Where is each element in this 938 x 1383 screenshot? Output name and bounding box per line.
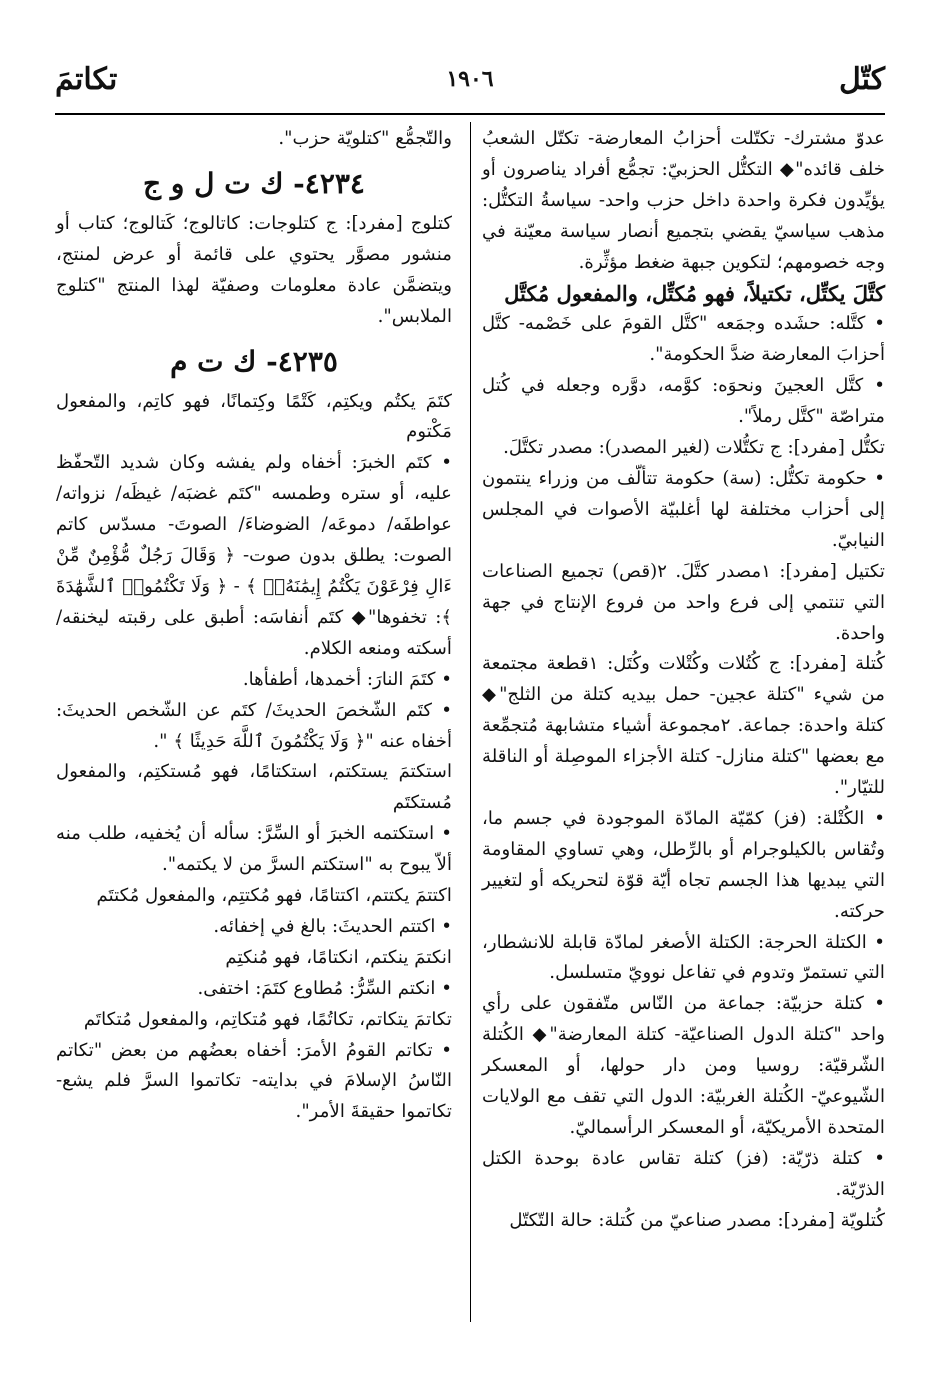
entry-text: والتّجمُّع "كتلويّة حزب". [278, 128, 452, 149]
right-column [482, 124, 885, 1237]
entry-text: • كتلة ذرّيّة: (فز) كتلة تقاس عادة بوحدة الكتل الذرّيّة. [482, 1147, 885, 1200]
headword-entry: كتلوج [مفرد]: ج كتلوجات: كاتالوج؛ كَتالوج؛ كتاب أو منشور مصوَّر يحتوي على قائمة أو عرض لمنتج، ويتضمَّن عادة معلومات وصفيّة لهذا المنتج "كتلوج الملابس". [56, 212, 452, 327]
entry-text: • استكتمه الخبرَ أو السِّرَّ: سأله أن يُخفيه، طلب منه ألاّ يبوح به "استكتم السرَّ من لا يكتمه". [56, 823, 452, 876]
headword-entry: كتَمَ يكتُم ويكتِم، كَتْمًا وكِتمانًا، فهو كاتِم، والمفعول مَكْتوم [56, 390, 452, 443]
headword-entry: كُتلة [مفرد]: ج كُتُلات وكُتْلات وكُتَل: ١قطعة مجتمعة من شيء "كتلة عجين- حمل بيديه كتلة من الثلج"◆ كتلة واحدة: جماعة. ٢مجموعة أشياء متشابهة مُتجمِّعة مع بعضها "كتلة منازل- كتلة الأجزاء الموصِلة أو الناقلة للتيّار". [482, 653, 885, 799]
entry-text: • اكتتم الحديثَ: بالغ في إخفائه. [213, 915, 452, 937]
entry-text: • انكتم السِّرُّ: مُطاوع كتَمَ: اختفى. [197, 977, 452, 999]
entry-text: عدوّ مشترك- تكتّلت أحزابُ المعارضة- تكتّل الشعبُ خلف قائده"◆ التكتُّل الحزبيّ: تجمُّع أفراد يناصرون أو يؤيِّدون فكرة واحدة داخل حزب واحد- سياسةُ التكتُّل: مذهب سياسيّ يقضي بتجميع أنصار سياسة معيّنة في وجه خصومهم؛ لتكوين جبهة ضغط مؤثِّرة. [482, 128, 885, 273]
headword-entry: كُتلويّة [مفرد]: مصدر صناعيّ من كُتلة: حالة التّكتّل [509, 1209, 885, 1231]
entry-text: • الكُتْلة: (فز) كمّيّة المادّة الموجودة في جسم ما، وتُقاس بالكيلوجرام أو بالرِّطل، وهي تساوي المقاومة التي يبديها هذا الجسم تجاه أيّة قوّة لتحريكه أو لتغيير حركته. [482, 807, 885, 922]
entry-text: • كتَمَ النارَ: أخمدها، أطفأها. [242, 668, 452, 690]
section-title: ٤٢٣٤- ك ت ل و ج [143, 166, 365, 200]
entry-text: • كتَّله: حشَده وجمَعه "كتَّل القومَ على خَصْمه- كتَّل أحزابَ المعارضة ضدَّ الحكومة". [482, 313, 885, 366]
entry-text: • كتَّل العجينَ ونحوَه: كوَّمه، دوَّره وجعله في كُتل متراصّة "كتَّل رملاً". [482, 375, 885, 428]
headword-entry: كتَّلَ يكتِّل، تكتيلاً، فهو مُكتِّل، والمفعول مُكتَّل [504, 280, 885, 306]
left-column [56, 124, 452, 1128]
headword-entry: تكاتمَ يتكاتم، تكاتُمًا، فهو مُتكاتِم، والمفعول مُتكاتَم [83, 1008, 452, 1030]
entry-text: • كتلة حزبيّة: جماعة من النّاس متّفقون على رأي واحد "كتلة الدول الصناعيّة- كتلة المعارضة"◆ الكُتلة الشّرقيّة: روسيا ومن دار حولها، أو المعسكر الشّيوعيّ- الكُتلة الغربيّة: الدول التي تقف مع الولايات المتحدة الأمريكيّة، أو المعسكر الرأسماليّ. [482, 993, 885, 1138]
header-rule [55, 113, 885, 115]
column-divider [470, 122, 471, 1322]
page-header [55, 62, 885, 112]
headword-entry: اكتتمَ يكتتم، اكتتامًا، فهو مُكتتِم، والمفعول مُكتتَم [96, 885, 452, 907]
headword-entry: تكتُّل [مفرد]: ج تكتُّلات (لغير المصدر): مصدر تكتَّلَ. [503, 437, 885, 459]
entry-text: • كتَم الخبرَ: أخفاه ولم يفشه وكان شديد التّحفّظ عليه، أو ستره وطمسه "كتَم غضبَه/ غيظَه/ نزواته/ عواطفَه/ دموعَه/ الضوضاءَ/ الصوتَ- مسدّس كاتم الصوت: يطلق بدون صوت- ﴿ وَقَالَ رَجُلٌ مُّؤْمِنٌ مِّنْ ءَالِ فِرْعَوْنَ يَكْتُمُ إِيمَٰنَهُۥٓ ﴾ - ﴿ وَلَا تَكْتُمُوا۟ ٱلشَّهَٰدَةَ ﴾: تخفوها"◆ كتَم أنفاسَه: أطبق على رقبته ليخنقه/ أسكته ومنعه الكلام. [56, 452, 452, 659]
headword-entry: تكتيل [مفرد]: ١مصدر كتَّلَ. ٢(قص) تجميع الصناعات التي تنتمي إلى فرع واحد من فروع الإنتاج في جهة واحدة. [482, 560, 885, 644]
header-right-word: كتّل [838, 62, 885, 97]
headword-entry: استكتمَ يستكتم، استكتامًا، فهو مُستكتِم، والمفعول مُستكتَم [56, 761, 452, 814]
entry-text: • حكومة تكتُّل: (سة) حكومة تتألّف من وزراء ينتمون إلى أحزاب مختلفة لها أغلبيّة الأصوات في المجلس النيابيّ. [482, 467, 885, 551]
entry-text: • الكتلة الحرجة: الكتلة الأصغر لمادّة قابلة للانشطار، التي تستمرّ وتدوم في تفاعل نوويّ متسلسل. [482, 931, 885, 984]
section-title: ٤٢٣٥- ك ت م [170, 344, 338, 378]
page-number: ١٩٠٦ [446, 66, 494, 92]
entry-text: • تكاتم القومُ الأمرَ: أخفاه بعضُهم من بعض "تكاتم النّاسُ الإسلامَ في بدايته- تكاتموا السرَّ فلم يشع- تكاتموا حقيقةَ الأمر". [56, 1039, 452, 1123]
entry-text: • كتَم الشّخصَ الحديثَ/ كتَم عن الشّخص الحديثَ: أخفاه عنه "﴿ وَلَا يَكْتُمُونَ ٱللَّهَ حَدِيثًا ﴾ ". [56, 699, 452, 752]
headword-entry: انكتمَ ينكتم، انكتامًا، فهو مُنكتِم [225, 946, 452, 968]
header-left-word: تكاتمَ [55, 62, 118, 97]
